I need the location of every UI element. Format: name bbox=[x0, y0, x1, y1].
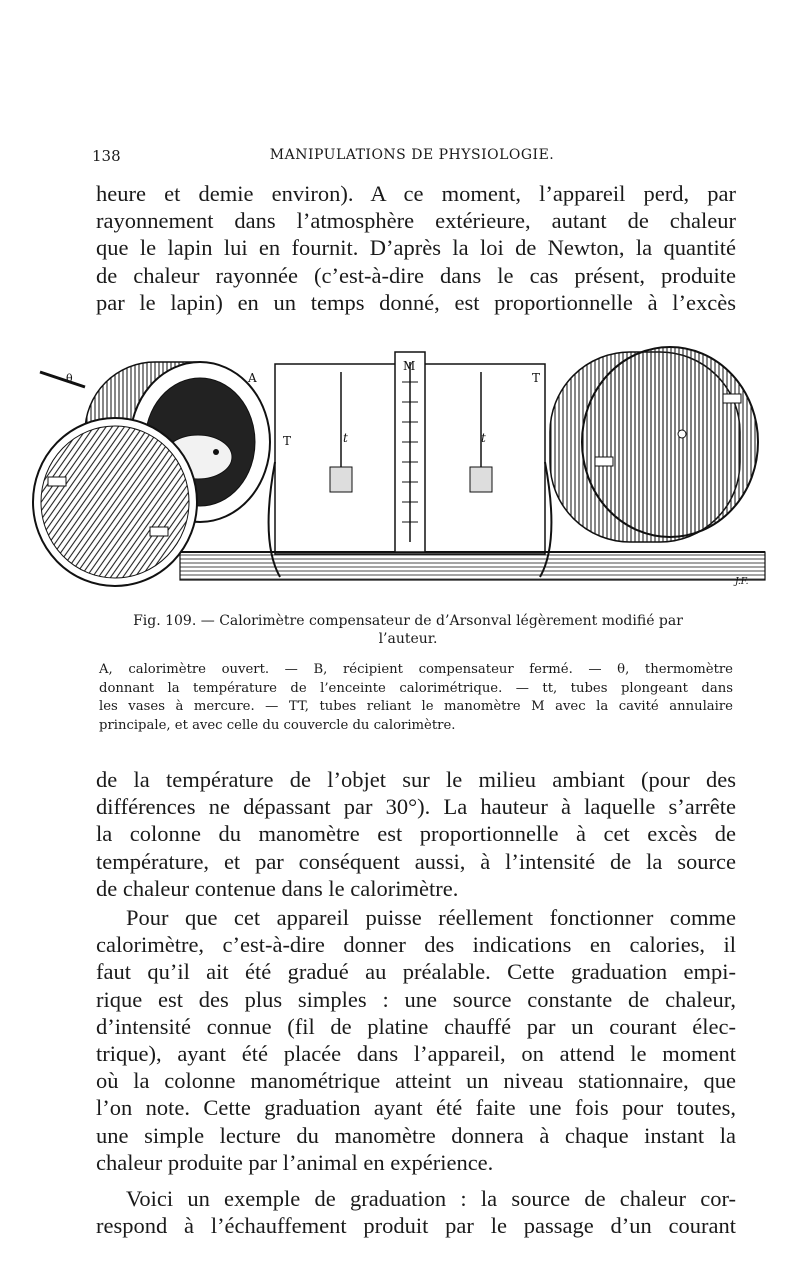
label-t-left: T bbox=[283, 434, 292, 448]
legend-line: A, calorimètre ouvert. — B, récipient compensateur fermé. — θ, thermomètre bbox=[99, 662, 733, 677]
text-line: de la température de l’objet sur le milieu ambiant (pour des bbox=[96, 767, 736, 792]
figure-legend bbox=[99, 661, 733, 735]
text-line: rique est des plus simples : une source constante de chaleur, bbox=[96, 986, 736, 1012]
label-m: M bbox=[403, 359, 416, 373]
label-a: A bbox=[248, 371, 257, 385]
label-t-small-right: t bbox=[481, 431, 486, 445]
paragraph-2 bbox=[96, 766, 736, 902]
text-line: Pour que cet appareil puisse réellement fonctionner comme bbox=[126, 905, 736, 930]
text-line: la colonne du manomètre est proportionnelle à cet excès de bbox=[96, 821, 736, 847]
engraver-signature: J.F. bbox=[735, 577, 749, 587]
text-line: de chaleur contenue dans le calorimètre. bbox=[96, 875, 459, 901]
text-line: température, et par conséquent aussi, à l’intensité de la source bbox=[96, 848, 736, 874]
text-line: que le lapin lui en fournit. D’après la loi de Newton, la quantité bbox=[96, 235, 736, 261]
legend-line: les vases à mercure. — TT, tubes reliant le manomètre M avec la cavité annulaire bbox=[99, 699, 733, 714]
text-line: l’on note. Cette graduation ayant été faite une fois pour toutes, bbox=[96, 1095, 736, 1121]
label-t-right: T bbox=[532, 371, 541, 385]
label-theta: θ bbox=[66, 372, 73, 385]
text-line: chaleur produite par l’animal en expérience. bbox=[96, 1149, 494, 1175]
calorimeter-illustration bbox=[30, 342, 770, 607]
figure-caption: Fig. 109. — Calorimètre compensateur de d’Arsonval légèrement modifié par l’auteur. bbox=[133, 613, 683, 647]
text-line: de chaleur rayonnée (c’est-à-dire dans le cas présent, produite bbox=[96, 262, 736, 288]
text-line: une simple lecture du manomètre donnera à chaque instant la bbox=[96, 1122, 736, 1148]
paragraph-3 bbox=[96, 904, 736, 1176]
text-line: calorimètre, c’est-à-dire donner des indications en calories, il bbox=[96, 932, 736, 958]
compensator-b bbox=[550, 347, 758, 542]
paragraph-1 bbox=[96, 180, 736, 316]
base-board bbox=[180, 552, 765, 580]
text-line: d’intensité connue (fil de platine chauffé par un courant élec- bbox=[96, 1013, 736, 1039]
text-line: par le lapin) en un temps donné, est proportionnelle à l’excès bbox=[96, 289, 736, 315]
manometer-m bbox=[269, 352, 552, 577]
paragraph-4 bbox=[96, 1185, 736, 1239]
running-title: MANIPULATIONS DE PHYSIOLOGIE. bbox=[269, 147, 555, 163]
legend-line: principale, et avec celle du couvercle du calorimètre. bbox=[99, 717, 456, 733]
text-line: trique), ayant été placée dans l’appareil, on attend le moment bbox=[96, 1041, 736, 1067]
text-line: heure et demie environ). A ce moment, l’appareil perd, par bbox=[96, 181, 736, 206]
text-line: Voici un exemple de graduation : la source de chaleur cor- bbox=[126, 1186, 736, 1211]
text-line: différences ne dépassant par 30°). La hauteur à laquelle s’arrête bbox=[96, 794, 736, 820]
label-t-small-left: t bbox=[343, 431, 348, 445]
calorimeter-lid bbox=[33, 418, 197, 586]
legend-line: donnant la température de l’enceinte calorimétrique. — tt, tubes plongeant dans bbox=[99, 680, 733, 696]
text-line: faut qu’il ait été gradué au préalable. Cette graduation empi- bbox=[96, 959, 736, 985]
text-line: respond à l’échauffement produit par le passage d’un courant bbox=[96, 1213, 736, 1239]
page-header bbox=[92, 147, 732, 169]
text-line: où la colonne manométrique atteint un niveau stationnaire, que bbox=[96, 1068, 736, 1094]
page-number: 138 bbox=[92, 147, 121, 165]
text-line: rayonnement dans l’atmosphère extérieure, autant de chaleur bbox=[96, 208, 736, 234]
